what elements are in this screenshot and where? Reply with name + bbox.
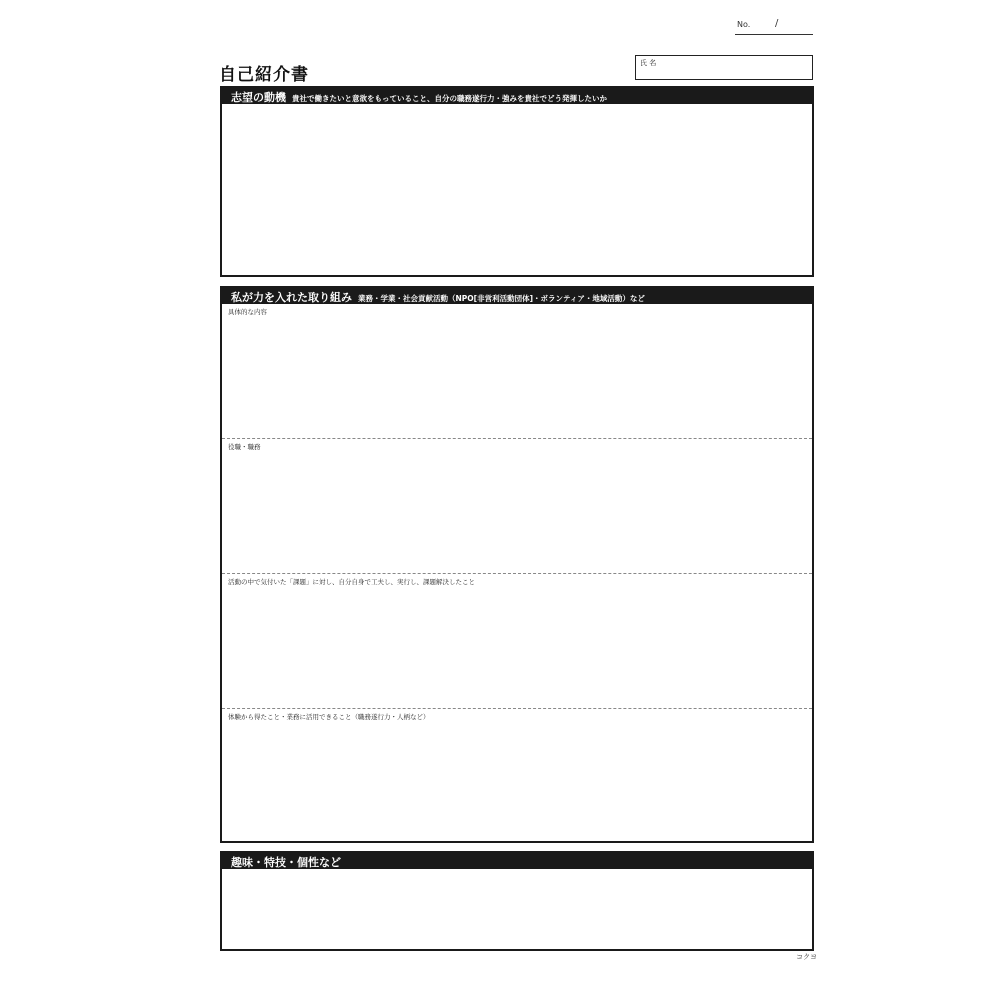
document-number-line[interactable] [735, 18, 813, 35]
effort-section-subtitle: 業務・学業・社会貢献活動（NPO[非営利活動団体]・ボランティア・地域活動）など [358, 294, 645, 303]
effort-section [220, 286, 814, 843]
effort-learnings-area[interactable] [222, 709, 812, 841]
motivation-section-subtitle: 貴社で働きたいと意欲をもっていること、自分の職務遂行力・強みを貴社でどう発揮したいか [292, 94, 607, 103]
document-number-label: No. [737, 20, 751, 29]
motivation-section [220, 86, 814, 277]
hobbies-writing-area[interactable] [222, 869, 812, 949]
effort-problem-solving-area[interactable] [222, 574, 812, 709]
name-field[interactable] [635, 55, 813, 80]
effort-problem-solving-label: 活動の中で気付いた「課題」に対し、自分自身で工夫し、実行し、課題解決したこと [228, 578, 475, 586]
name-field-label: 氏 名 [640, 59, 657, 67]
hobbies-section-header [222, 853, 812, 869]
motivation-section-title: 志望の動機 [231, 91, 286, 104]
effort-section-title: 私が力を入れた取り組み [231, 291, 352, 304]
effort-learnings-label: 体験から得たこと・業務に活用できること（職務遂行力・人柄など） [228, 713, 430, 721]
effort-details-label: 具体的な内容 [228, 308, 267, 316]
hobbies-section-title: 趣味・特技・個性など [231, 856, 341, 869]
effort-section-header [222, 288, 812, 304]
effort-role-label: 役職・職務 [228, 443, 261, 451]
document-number-slash: / [775, 18, 779, 29]
brand-mark: コクヨ [796, 953, 817, 961]
effort-role-area[interactable] [222, 439, 812, 574]
motivation-writing-area[interactable] [222, 104, 812, 275]
page-title: 自己紹介書 [219, 65, 309, 85]
hobbies-section [220, 851, 814, 951]
effort-details-area[interactable] [222, 304, 812, 439]
motivation-section-header [222, 88, 812, 104]
